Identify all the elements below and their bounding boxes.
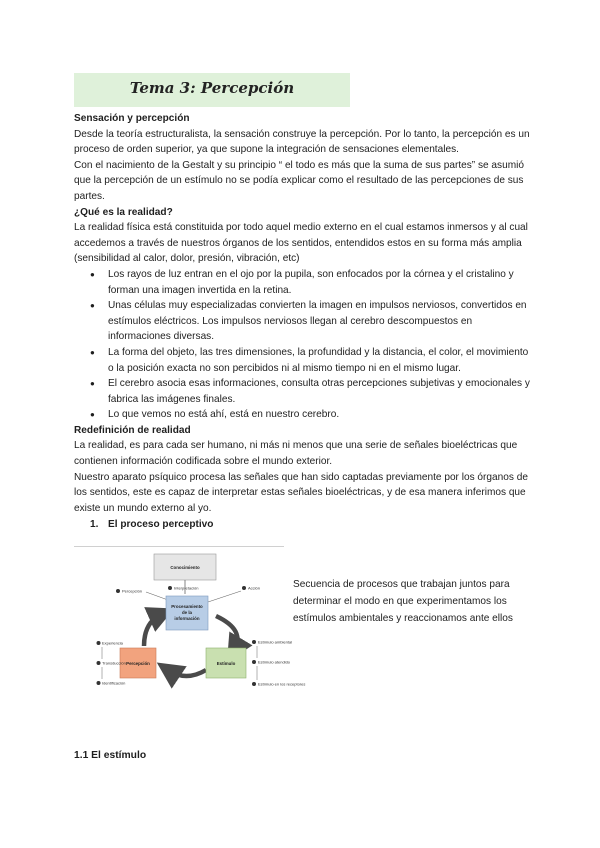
- box-percepcion-label: Percepción: [126, 661, 150, 666]
- step-dot: [97, 661, 101, 665]
- top-label: Acción: [248, 585, 261, 591]
- numbered-heading-label: El proceso perceptivo: [108, 519, 214, 531]
- title-banner: [74, 73, 350, 107]
- connector-line: [146, 592, 168, 600]
- step-dot: [97, 641, 101, 645]
- paragraph: La realidad, es para cada ser humano, ni más ni menos que una serie de señales bioeléctricas que contienen información codificada sobre el mundo exterior.: [74, 440, 518, 468]
- perceptual-process-diagram: [96, 550, 306, 704]
- step-dot: [97, 681, 101, 685]
- left-label: Identificación: [102, 680, 126, 686]
- list-item: ● Lo que vemos no está ahí, está en nuestro cerebro.: [74, 407, 534, 423]
- list-item: ● Los rayos de luz entran en el ojo por la pupila, son enfocados por la córnea y el cristalino y forman una imagen invertida en la retina.: [74, 267, 534, 298]
- step-dot: [116, 589, 120, 593]
- box-procesamiento-label: Procesamiento: [171, 604, 203, 609]
- step-dot: [252, 682, 256, 686]
- top-label: Interpretación: [174, 585, 199, 591]
- subsection-heading: 1.1 El estímulo: [74, 750, 147, 761]
- right-label: Estímulo atendido: [258, 659, 291, 665]
- step-dot: [168, 586, 172, 590]
- figure-caption: Secuencia de procesos que trabajan juntos para determinar el modo en que experimentamos los estímulos ambientales y reaccionamos ante ellos: [293, 579, 513, 624]
- connector-line: [208, 591, 241, 602]
- paragraph: Con el nacimiento de la Gestalt y su principio “ el todo es más que la suma de sus partes” se asumió que la percepción de un estímulo no se podía explicar como el resultado de las percepciones de sus partes.: [74, 159, 524, 202]
- list-number: 1.: [90, 519, 99, 531]
- right-label: Estímulo ambiental: [258, 639, 293, 645]
- step-dot: [252, 640, 256, 644]
- paragraph: Nuestro aparato psíquico procesa las señales que han sido captadas previamente por los órganos de los sentidos, este es capaz de interpretar estas señales bioeléctricas, y de esa manera inferimos que existe un mundo externo al yo.: [74, 471, 528, 514]
- cycle-arrow: [144, 614, 162, 646]
- figure-divider: [74, 546, 284, 547]
- section-heading-redefinicion: Redefinición de realidad: [74, 424, 191, 436]
- list-item: ● La forma del objeto, las tres dimensiones, la profundidad y la distancia, el color, el movimiento o la posición exacta no son percibidos ni al mismo tiempo ni en el mismo lugar.: [74, 345, 534, 376]
- right-label: Estímulo en los receptores: [258, 681, 306, 687]
- paragraph: Desde la teoría estructuralista, la sensación construye la percepción. Por lo tanto, la percepción es un proceso de orden superior, ya que supone la integración de sensaciones elementales.: [74, 128, 530, 156]
- step-dot: [252, 660, 256, 664]
- paragraph: La realidad física está constituida por todo aquel medio externo en el cual estamos inmersos y al cual accedemos a través de nuestros órganos de los sentidos, entendidos estos en su forma más amplia (sensibilidad al calor, dolor, presión, vibración, etc): [74, 222, 528, 265]
- bullet-list: [74, 267, 534, 423]
- cycle-arrow: [216, 616, 237, 650]
- left-label: Experiencia: [102, 640, 123, 646]
- list-item: ● El cerebro asocia esas informaciones, consulta otras percepciones subjetivas y emocionales y fabrica las imágenes finales.: [74, 376, 534, 407]
- box-conocimiento-label: Conocimiento: [170, 565, 200, 570]
- list-item: ● Unas células muy especializadas convierten la imagen en impulsos nerviosos, convertidos en estímulos eléctricos. Los impulsos nerviosos llegan al cerebro descompuestos en informaciones diversas.: [74, 298, 534, 345]
- cycle-arrow: [168, 670, 206, 676]
- box-procesamiento-label: información: [174, 616, 200, 621]
- section-heading-realidad: ¿Qué es la realidad?: [74, 206, 173, 218]
- box-procesamiento-label: de la: [181, 610, 193, 615]
- numbered-heading: [74, 517, 534, 533]
- step-dot: [242, 586, 246, 590]
- document-body: [74, 111, 534, 533]
- top-label: Percepción: [122, 588, 143, 594]
- box-estimulo-label: Estímulo: [216, 661, 236, 666]
- left-label: Transducción: [102, 660, 126, 666]
- section-heading-sensacion: Sensación y percepción: [74, 113, 190, 124]
- page-title: Tema 3: Percepción: [129, 79, 295, 97]
